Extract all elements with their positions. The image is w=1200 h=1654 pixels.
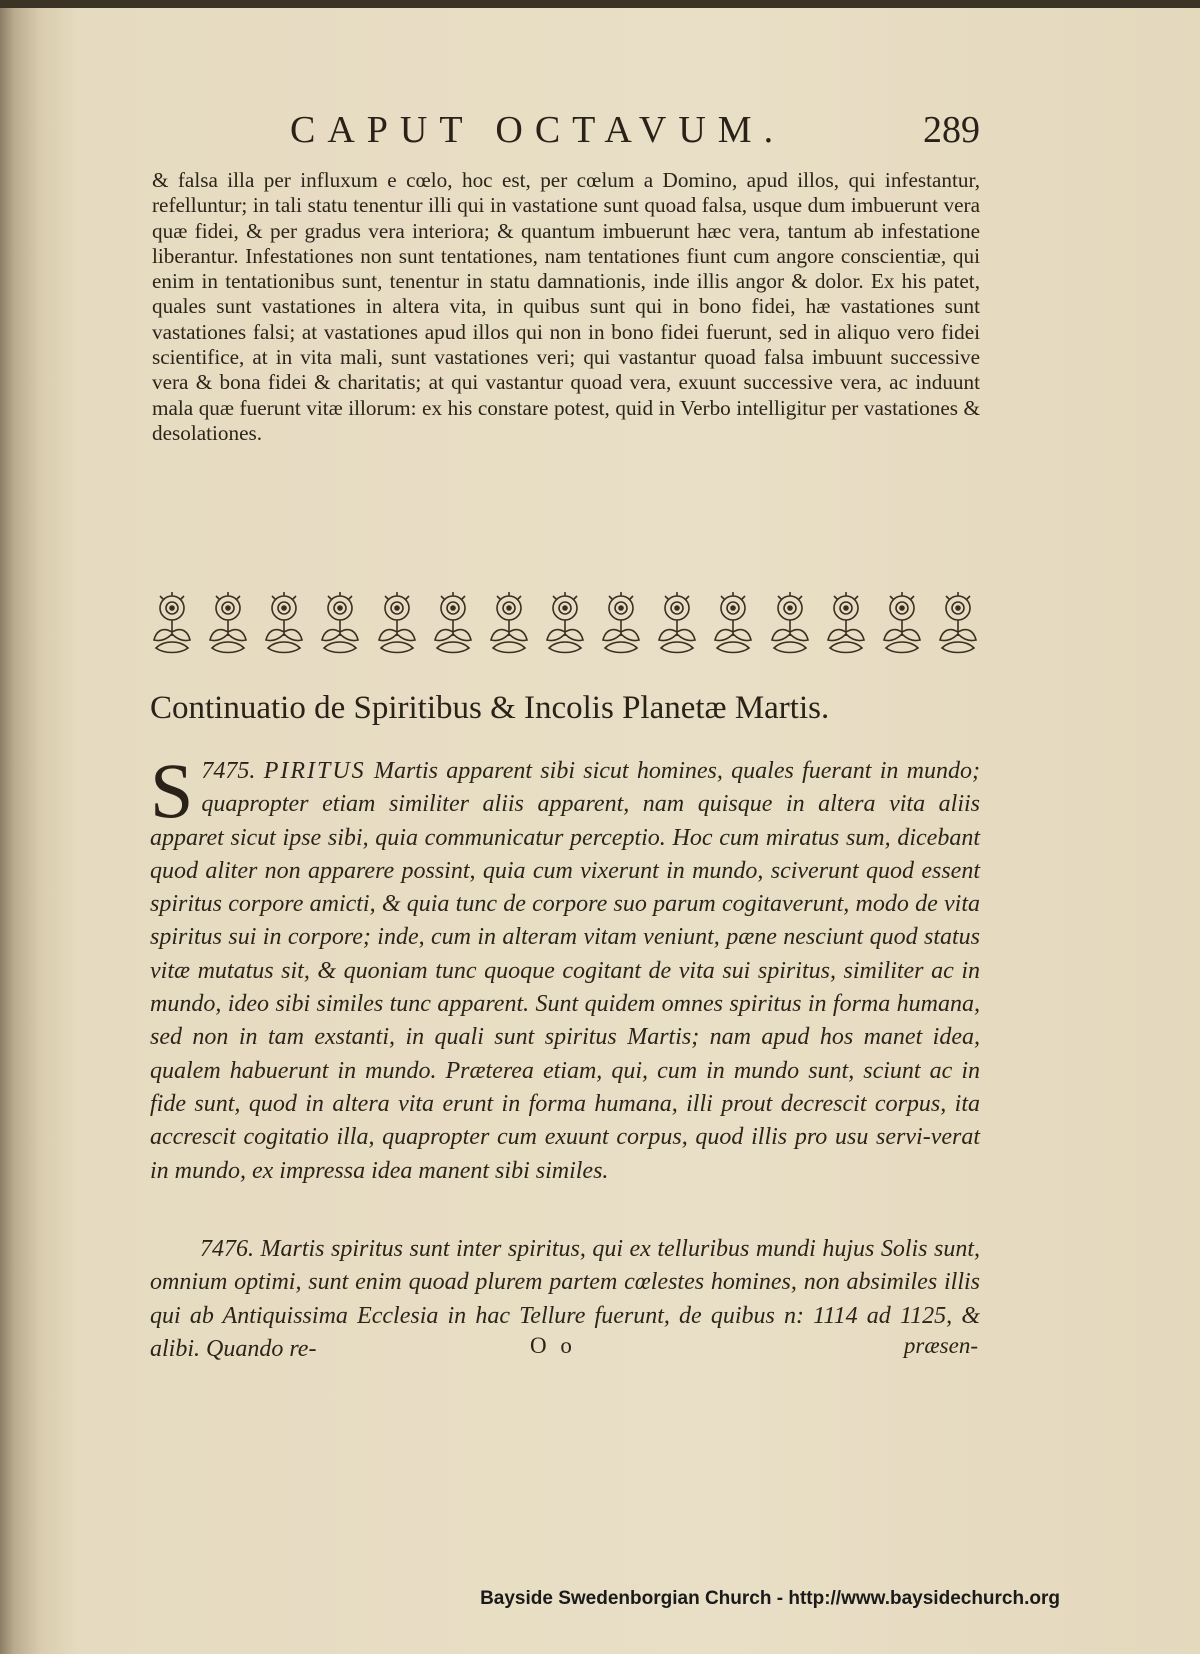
flower-ornament-icon: [262, 588, 306, 658]
flower-ornament-icon: [318, 588, 362, 658]
flower-ornament-icon: [487, 588, 531, 658]
watermark-text: Bayside Swedenborgian Church - http://www.baysidechurch.org: [480, 1588, 1060, 1609]
flower-ornament-icon: [543, 588, 587, 658]
paragraph-7475: [150, 747, 980, 1188]
paragraph-opening-caps: PIRITUS: [263, 758, 366, 784]
flower-ornament-icon: [655, 588, 699, 658]
flower-ornament-icon: [206, 588, 250, 658]
running-head: [150, 108, 990, 158]
body-paragraph: & falsa illa per influxum e cœlo, hoc est, per cœlum a Domino, apud illos, qui infestantur, refelluntur; in tali statu tenentur illi qui in vastatione sunt quoad falsa, usque dum imbuerunt vera quæ fidei, & per gradus vera interiora; & quantum imbuerunt hæc vera, tantum ab infestatione liberantur. Infestationes non sunt tentationes, nam tentationes fiunt cum angore conscientiæ, qui enim in tentationibus sunt, tenentur in statu damnationis, inde illis angor & dolor. Ex his patet, quales sunt vastationes in altera vita, in quibus sunt qui in bono fidei, hæ vastationes sunt vastationes falsi; at vastationes apud illos qui non in bono fidei fuerunt, sed in aliquo vero fidei scientifice, at in vita mali, sunt vastationes veri; qui vastantur quoad falsa imbuunt successive vera & bona fidei & charitatis; at qui vastantur quoad vera, exuunt successive vera, ac induunt mala quæ fuerunt vitæ illorum: ex his constare potest, quid in Verbo intelligitur per vastationes & desolationes.: [152, 168, 980, 445]
printer-signature: O o: [530, 1333, 576, 1358]
scan-top-edge: [0, 0, 1200, 8]
running-title: CAPUT OCTAVUM.: [290, 109, 786, 151]
paragraph-number: 7475.: [201, 758, 256, 784]
flower-ornament-icon: [824, 588, 868, 658]
paragraph-7475-text: Martis apparent sibi sicut homines, quales fuerant in mundo; quapropter etiam similiter aliis apparent, nam quisque in altera vita aliis apparet sicut ipse sibi, quia communicatur perceptio. Hoc cum miratus sum, dicebant quod aliter non apparere possint, quia cum vixerunt in mundo, sciverunt quod essent spiritus corpore amicti, & quia tunc de corpore suo parum cogitaverunt, modo de vita spiritus sui in corpore; inde, cum in alteram vitam veniunt, pæne nesciunt quod status vitæ mutatus sit, & quoniam tunc quoque cogitant de vita sui spiritus, similiter ac in mundo, ideo sibi similes tunc apparent. Sunt quidem omnes spiritus in forma humana, sed non in tam exstanti, in quali sunt spiritus Martis; nam apud hos manet idea, qualem habuerunt in mundo. Præterea etiam, qui, cum in mundo sunt, sciunt ac in fide sunt, quod in altera vita erunt in forma humana, illi prout decrescit corpus, ita accrescit cogitatio illa, quapropter cum exuunt corpus, quod illis pro usu servi-verat in mundo, ex impressa idea manent sibi similes.: [150, 758, 980, 1184]
flower-ornament-icon: [431, 588, 475, 658]
flower-ornament-icon: [768, 588, 812, 658]
flower-ornament-icon: [375, 588, 419, 658]
paragraph-7476: 7476. Martis spiritus sunt inter spiritus, qui ex telluribus mundi hujus Solis sunt, omnium optimi, sunt enim quoad plurem partem cœlestes homines, non absimiles illis qui ab Antiquissima Ecclesia in hac Tellure fuerunt, de quibus n: 1114 ad 1125, & alibi. Quando re-: [150, 1236, 980, 1362]
flower-ornament-icon: [936, 588, 980, 658]
page-number: 289: [923, 109, 980, 151]
flower-ornament-icon: [150, 588, 194, 658]
flower-ornament-icon: [711, 588, 755, 658]
catchword: præsen-: [903, 1333, 978, 1358]
flower-ornament-icon: [880, 588, 924, 658]
drop-cap: S: [150, 747, 194, 834]
flower-ornament-icon: [599, 588, 643, 658]
decorative-ornament-band: [150, 588, 980, 658]
section-heading: Continuatio de Spiritibus & Incolis Planetæ Martis.: [150, 690, 830, 726]
